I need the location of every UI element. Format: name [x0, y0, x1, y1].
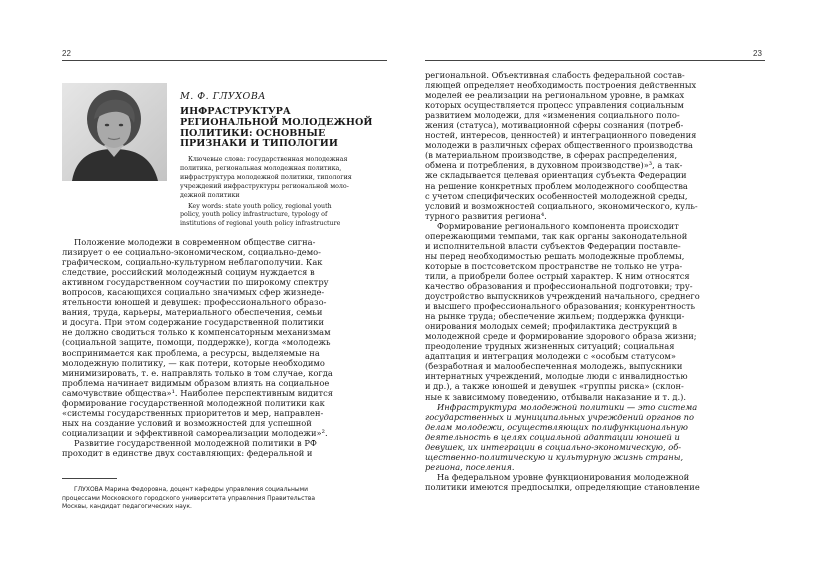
keywords-en-line: policy, youth policy infrastructure, typology of: [180, 211, 328, 219]
keywords-en-line: institutions of regional youth policy infrastructure: [180, 220, 341, 228]
text-line: региона, поселения.: [425, 461, 515, 472]
text-line: следствие, российский молодежный социум нуждается в: [62, 267, 315, 278]
text-line: же складывается целевая ориентация субъекта Федерации: [425, 170, 687, 181]
right-body-text: [425, 70, 765, 492]
text-line: лизирует о ее социально-экономическом, социально-демо-: [62, 247, 321, 258]
text-line: интернатных учреждений, молодые люди с инвалидностью: [425, 371, 688, 382]
portrait-image: [62, 83, 167, 181]
text-line: региональной. Объективная слабость федеральной состав-: [425, 70, 685, 80]
footnote-line: ГЛУХОВА Марина Федоровна, доцент кафедры управления социальными: [74, 486, 309, 493]
text-line: не должно сводиться только к компенсаторным механизмам: [62, 327, 331, 338]
text-line: Положение молодежи в современном обществе сигна-: [74, 237, 316, 247]
text-line: тили, а приобрели более острый характер. К ним относятся: [425, 270, 690, 281]
text-line: и др.), а также юношей и девушек «группы риска» (склон-: [425, 381, 684, 392]
keywords-ru-line: политика, региональная молодежная политика,: [180, 164, 342, 172]
keywords-ru-line: учреждений инфраструктуры региональной моло-: [180, 182, 349, 190]
text-line: вания, труда, карьеры, материального обеспечения, семьи: [62, 307, 323, 318]
text-line: (социальной защите, помощи, поддержке), когда «молодежь: [62, 337, 331, 348]
text-line: ятельности юношей и девушек: профессионального образо-: [62, 297, 327, 308]
text-line: активном государственном соучастии по широкому спектру: [62, 277, 329, 288]
text-line: с учетом специфических особенностей молодежной среды,: [425, 190, 688, 201]
title-line: ИНФРАСТРУКТУРА: [180, 106, 291, 117]
text-line: условий и возможностей социального, экономического, куль-: [425, 200, 698, 211]
text-line: самочувствие общества»¹. Наиболее перспективным видится: [62, 387, 333, 398]
text-line: молодежи в различных сферах общественного производства: [425, 140, 693, 151]
text-line: и досуга. При этом содержание государственной политики: [62, 317, 325, 328]
text-line: Инфраструктура молодежной политики — это система: [437, 401, 698, 412]
text-line: ностей, интересов, ценностей) и интеграционного поведения: [425, 130, 697, 141]
footnote-line: Москвы, кандидат педагогических наук.: [62, 503, 192, 511]
text-line: ных на создание условий и возможностей для успешной: [62, 417, 312, 428]
text-line: опережающими темпами, так как органы законодательной: [425, 230, 688, 241]
text-line: жения (статуса), мотивационной сферы сознания (потреб-: [425, 120, 684, 131]
text-line: вопросов, касающихся социально значимых сфер жизнеде-: [62, 287, 325, 298]
text-line: проблема начинает видимым образом влиять на социальное: [62, 377, 330, 388]
right-page: [410, 0, 820, 580]
header-rule: [62, 60, 387, 61]
text-line: ны перед необходимостью решать молодежные проблемы,: [425, 250, 685, 261]
author-footnote: [62, 486, 387, 512]
text-line: (в материальном производстве, в сферах распределения,: [425, 150, 678, 161]
keywords-en-line: Key words: state youth policy, regional youth: [188, 202, 332, 210]
text-line: развитием молодежи, для «изменения социального поло-: [425, 110, 680, 121]
text-line: турного развития региона⁴.: [425, 210, 547, 221]
keywords-ru-line: Ключевые слова: государственная молодежная: [188, 156, 348, 163]
text-line: адаптация и интеграция молодежи с «особым статусом»: [425, 351, 676, 362]
text-line: государственных и муниципальных учреждений органов по: [425, 411, 694, 422]
text-line: на рынке труда; обеспечение жильем; поддержка функци-: [425, 311, 685, 322]
keywords-ru-line: инфраструктура молодежной политики, типология: [180, 173, 352, 181]
text-line: онирования молодых семей; профилактика деструкций в: [425, 321, 678, 332]
text-line: доустройство выпускников учреждений начального, среднего: [425, 291, 700, 302]
text-line: обмена и потребления, в духовном производстве)»³, а так-: [425, 160, 683, 171]
text-line: воспринимается как проблема, а ресурсы, выделяемые на: [62, 347, 320, 358]
text-line: которые в постсоветском пространстве не только не утра-: [425, 260, 683, 271]
author-photo: [62, 83, 167, 181]
text-line: на решение конкретных проблем молодежного сообщества: [425, 180, 688, 191]
text-line: ные к зависимому поведению, отбывали наказание и т. д.).: [425, 391, 687, 402]
text-line: политики имеются предпосылки, определяющие становление: [425, 481, 700, 492]
text-line: (безработная и малообеспеченная молодежь, выпускники: [425, 361, 683, 372]
text-line: графическом, социально-культурном неблагополучии. Как: [62, 257, 323, 268]
text-line: социализации и эффективной самореализации молодежи»².: [62, 427, 328, 438]
footnote-rule: [62, 478, 117, 479]
text-line: моделей ее реализации на региональном уровне, в рамках: [425, 90, 685, 101]
text-line: и исполнительной власти субъектов Федерации поставле-: [425, 240, 681, 251]
text-line: «системы государственных приоритетов и мер, направлен-: [62, 407, 324, 418]
text-line: деятельность в целях социальной адаптации юношей и: [425, 431, 680, 442]
text-line: которых осуществляется процесс управления социальным: [425, 100, 684, 111]
text-line: проходит в единстве двух составляющих: федеральной и: [62, 447, 313, 458]
page-number: 23: [753, 49, 762, 58]
text-line: ляющей определяет необходимость построения действенных: [425, 80, 697, 91]
text-line: Развитие государственной молодежной политики в РФ: [74, 437, 317, 448]
text-line: молодежной среде и формирование здорового образа жизни;: [425, 331, 697, 342]
text-line: минимизировать, т. е. направлять только в том случае, когда: [62, 367, 333, 378]
footnote-line: процессами Московского городского университета управления Правительства: [62, 494, 316, 502]
author-name: М. Ф. ГЛУХОВА: [180, 91, 267, 102]
title-line: ПРИЗНАКИ И ТИПОЛОГИИ: [180, 138, 338, 150]
keywords-ru-line: дежной политики: [180, 191, 240, 199]
text-line: и высшего профессионального образования; конкурентность: [425, 301, 696, 312]
title-line: РЕГИОНАЛЬНОЙ МОЛОДЕЖНОЙ: [180, 116, 373, 128]
title-line: ПОЛИТИКИ: ОСНОВНЫЕ: [180, 127, 326, 139]
header-rule: [425, 60, 765, 61]
text-line: щественно-политическую и культурную жизнь страны,: [425, 451, 684, 462]
article-title: [180, 107, 380, 150]
text-line: девушек, их интеграции в социально-экономическую, об-: [425, 441, 682, 452]
text-line: преодоление трудных жизненных ситуаций; социальная: [425, 341, 675, 352]
text-line: Формирование регионального компонента происходит: [437, 220, 679, 231]
text-line: качество образования и профессиональной подготовки; тру-: [425, 280, 693, 291]
text-line: делам молодежи, осуществляющих полифункциональную: [425, 421, 688, 432]
text-line: На федеральном уровне функционирования молодежной: [437, 471, 690, 482]
text-line: формирование государственной молодежной политики как: [62, 397, 325, 408]
page-number: 22: [62, 49, 71, 58]
keywords-block: [180, 156, 385, 229]
text-line: молодежную политику, — как потери, которые необходимо: [62, 357, 325, 368]
left-body-text: [62, 237, 387, 458]
